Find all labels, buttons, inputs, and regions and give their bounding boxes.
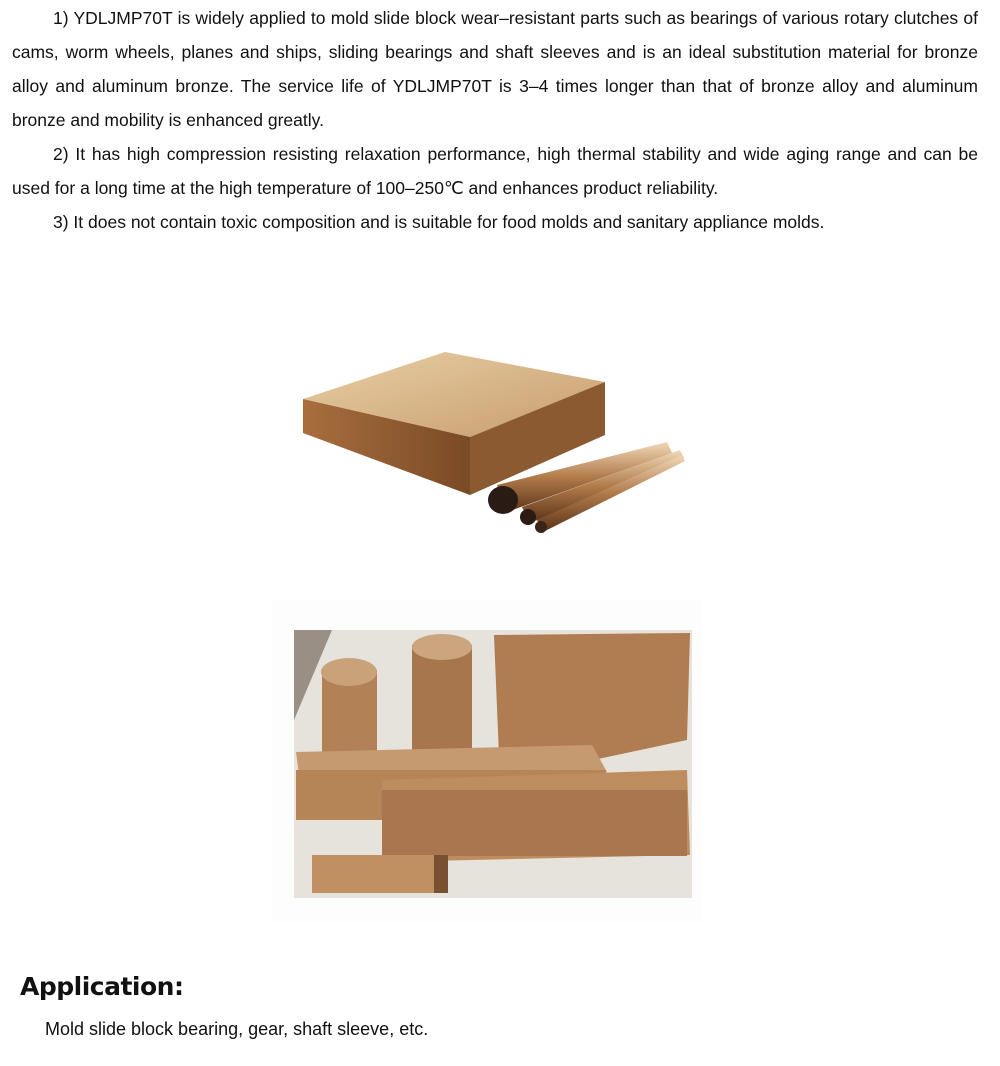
bronze-block-and-rods-image: [272, 285, 702, 565]
paragraph-1: [12, 1, 978, 137]
paragraph-3-text: 3) It does not contain toxic composition and is suitable for food molds and sanitary appliance molds.: [53, 212, 825, 232]
bronze-bars-photo: [272, 600, 702, 922]
application-text: Mold slide block bearing, gear, shaft sleeve, etc.: [45, 1019, 429, 1039]
paragraph-2: [12, 137, 978, 205]
paragraph-1-text: 1) YDLJMP70T is widely applied to mold slide block wear–resistant parts such as bearings of various rotary clutches of cams, worm wheels, planes and ships, sliding bearings and shaft sleeves and is an ideal substitution material for bronze alloy and aluminum bronze. The service life of YDLJMP70T is 3–4 times longer than that of bronze alloy and aluminum bronze and mobility is enhanced greatly.: [12, 8, 978, 130]
application-heading: Application:: [20, 972, 184, 1001]
paragraph-2-text: 2) It has high compression resisting relaxation performance, high thermal stability and wide aging range and can be used for a long time at the high temperature of 100–250℃ and enhances product reliability.: [12, 144, 978, 198]
paragraph-3: [12, 205, 978, 239]
